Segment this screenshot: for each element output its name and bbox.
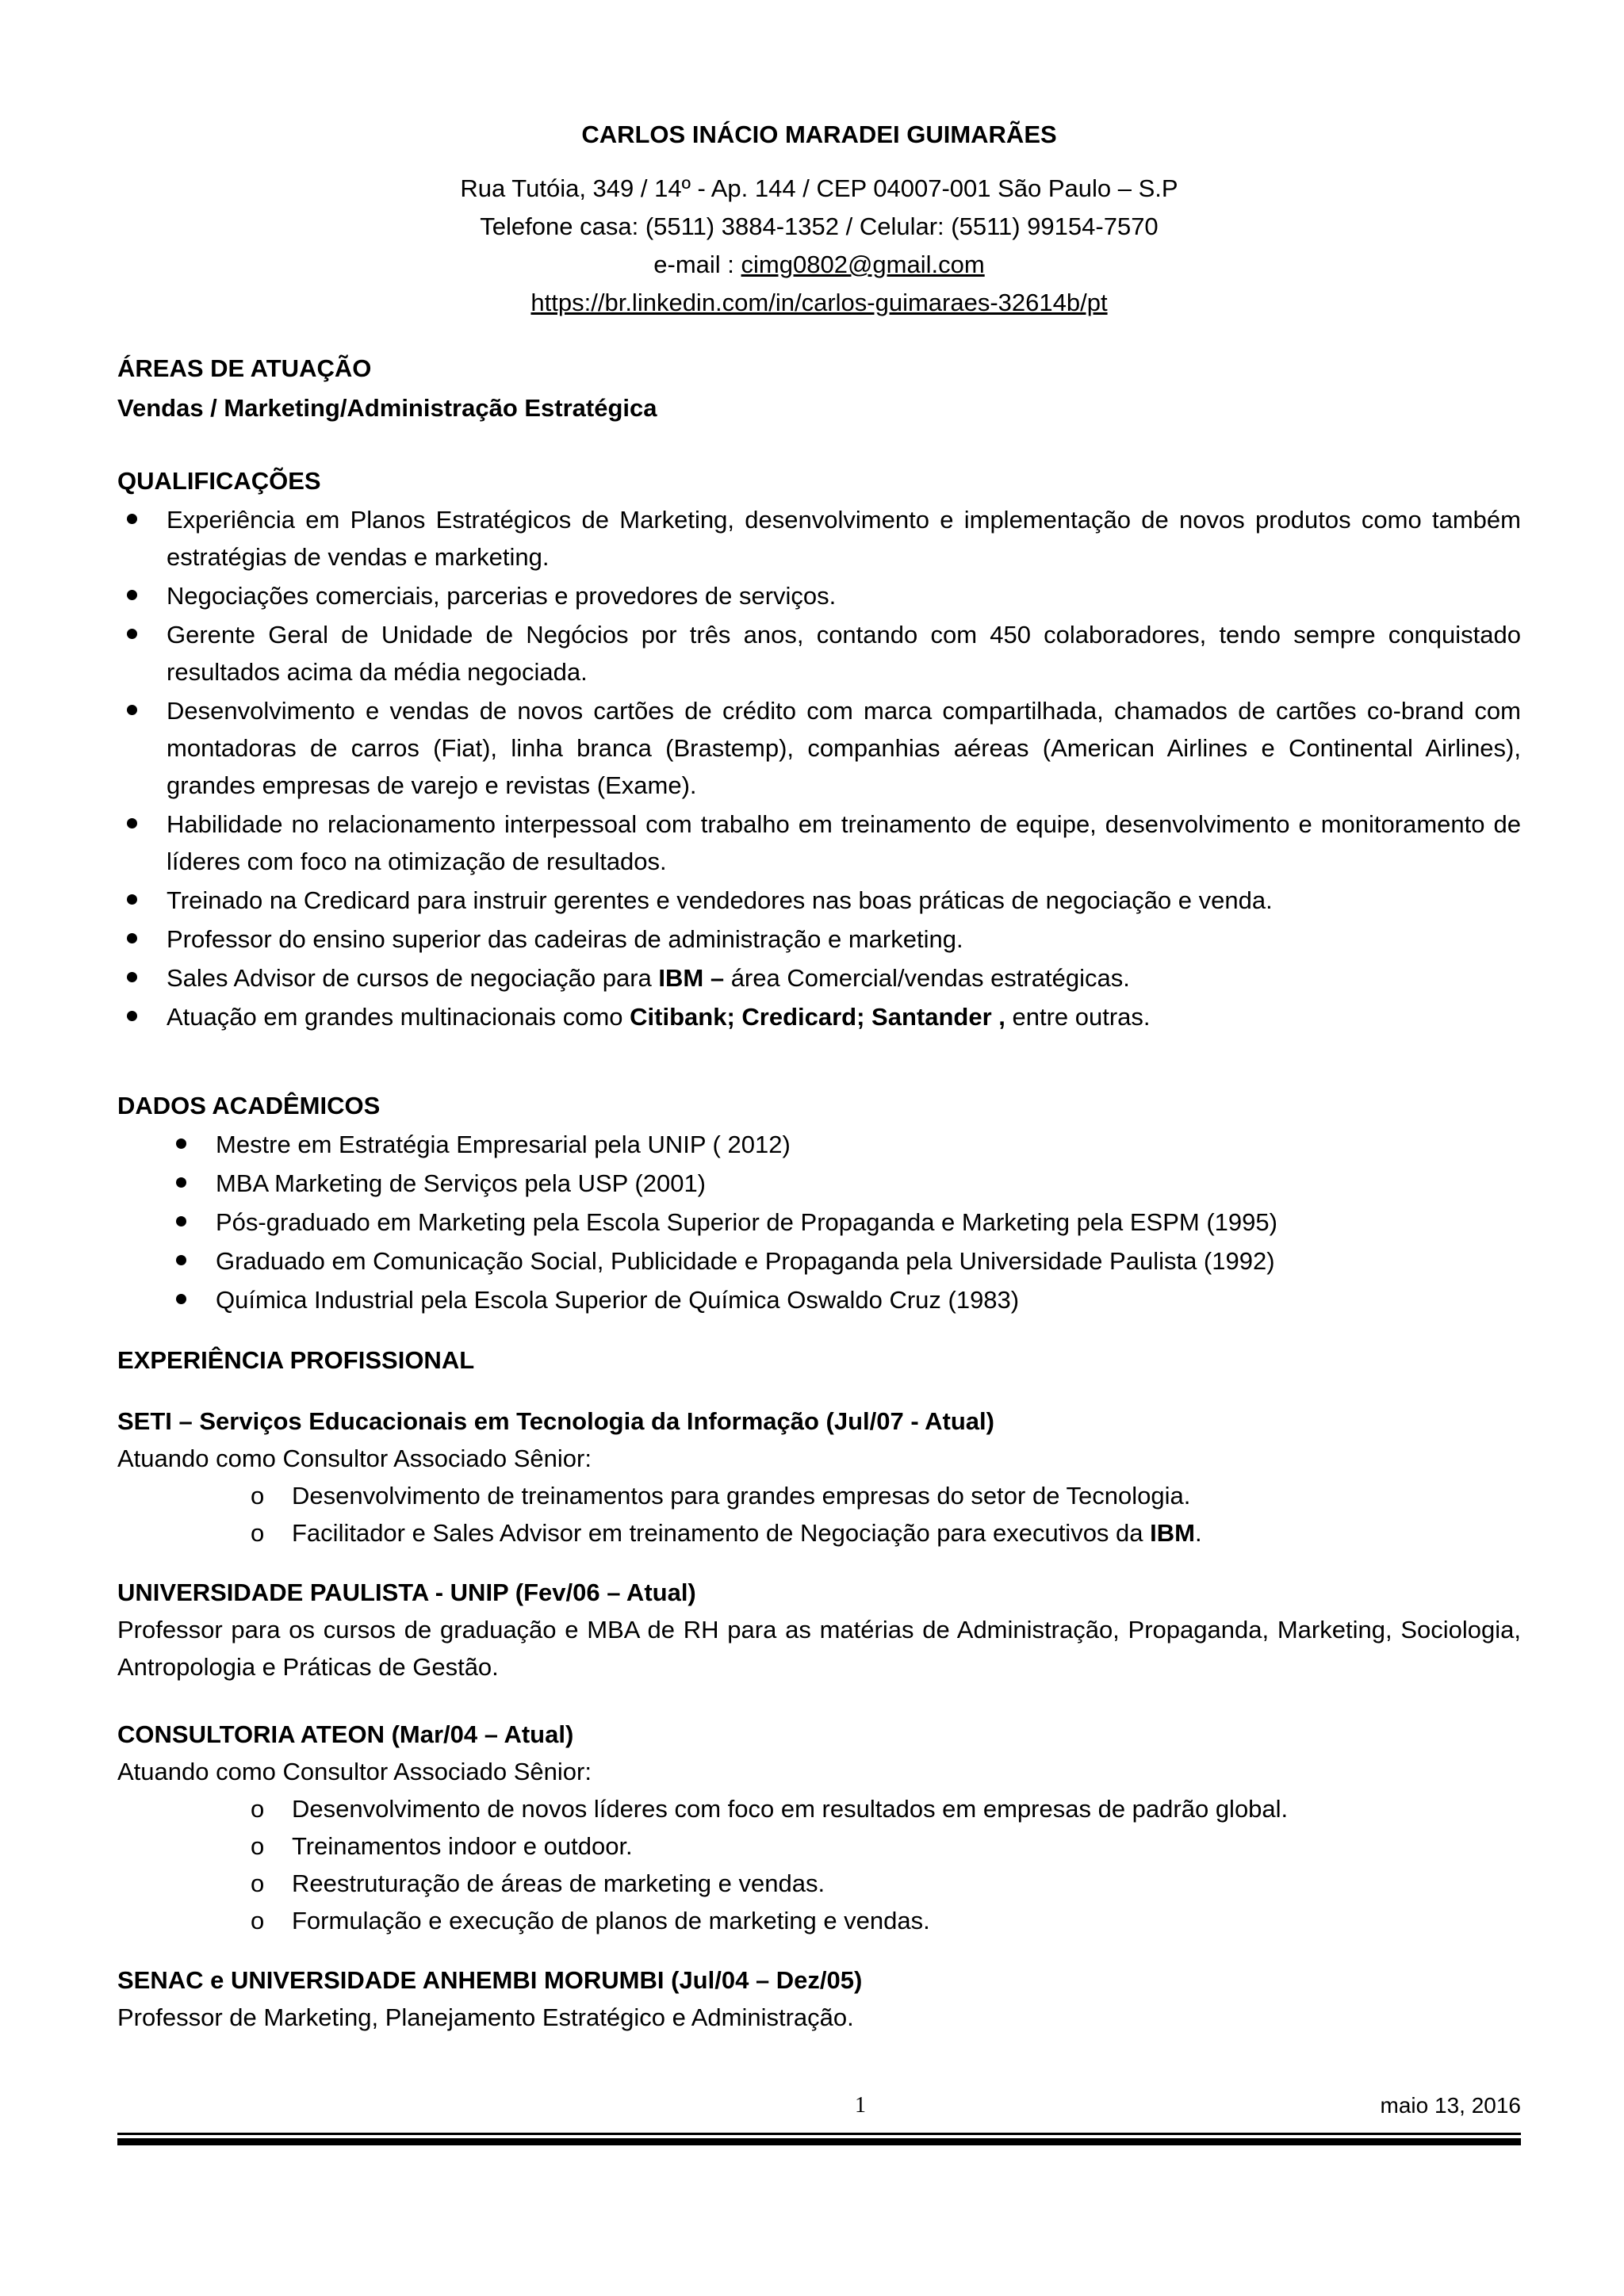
academicos-list bbox=[117, 1126, 1521, 1318]
list-item: Química Industrial pela Escola Superior de Química Oswaldo Cruz (1983) bbox=[117, 1281, 1521, 1318]
email-link[interactable]: cimg0802@gmail.com bbox=[741, 251, 985, 278]
list-item: Pós-graduado em Marketing pela Escola Superior de Propaganda e Marketing pela ESPM (1995) bbox=[117, 1203, 1521, 1241]
areas-section bbox=[117, 349, 1521, 428]
list-item: Negociações comerciais, parcerias e provedores de serviços. bbox=[117, 577, 1521, 614]
email-line bbox=[117, 246, 1521, 284]
list-item: o Desenvolvimento de novos líderes com foco em resultados em empresas de padrão global. bbox=[117, 1790, 1521, 1827]
academicos-section bbox=[117, 1086, 1521, 1318]
footer-date: maio 13, 2016 bbox=[1380, 2093, 1521, 2118]
job-desc-unip: Professor para os cursos de graduação e MBA de RH para as matérias de Administração, Propaganda, Marketing, Sociologia, Antropologia e Práticas de Gestão. bbox=[117, 1616, 1521, 1681]
qualificacoes-section bbox=[117, 461, 1521, 1035]
list-item: Desenvolvimento e vendas de novos cartões de crédito com marca compartilhada, chamados de cartões co-brand com montadoras de carros (Fiat), linha branca (Brastemp), companhias aéreas (American Airlines e Continental Airlines), grandes empresas de varejo e revistas (Exame). bbox=[117, 692, 1521, 804]
list-item: Graduado em Comunicação Social, Publicidade e Propaganda pela Universidade Paulista (1992) bbox=[117, 1242, 1521, 1280]
list-item-ibm-seti bbox=[117, 1514, 1521, 1552]
seti-item2-bold: IBM bbox=[1150, 1519, 1195, 1547]
list-item-ibm bbox=[117, 959, 1521, 997]
academicos-title: DADOS ACADÊMICOS bbox=[117, 1092, 381, 1119]
ibm-bold: IBM – bbox=[658, 964, 725, 992]
areas-value: Vendas / Marketing/Administração Estratégica bbox=[117, 394, 657, 422]
multi-bold: Citibank; Credicard; Santander , bbox=[630, 1003, 1005, 1031]
linkedin-link[interactable]: https://br.linkedin.com/in/carlos-guimaraes-32614b/pt bbox=[530, 289, 1108, 316]
multi-pre: Atuação em grandes multinacionais como bbox=[167, 1003, 630, 1031]
ateon-list bbox=[117, 1790, 1521, 1939]
list-item: o Desenvolvimento de treinamentos para grandes empresas do setor de Tecnologia. bbox=[117, 1477, 1521, 1514]
list-item: Mestre em Estratégia Empresarial pela UNIP ( 2012) bbox=[117, 1126, 1521, 1163]
candidate-name: CARLOS INÁCIO MARADEI GUIMARÃES bbox=[581, 121, 1057, 148]
job-title-unip: UNIVERSIDADE PAULISTA - UNIP (Fev/06 – Atual) bbox=[117, 1578, 696, 1606]
seti-item2-pre: Facilitador e Sales Advisor em treinamento de Negociação para executivos da bbox=[292, 1519, 1151, 1547]
list-item: MBA Marketing de Serviços pela USP (2001) bbox=[117, 1165, 1521, 1202]
list-item: Treinado na Credicard para instruir gerentes e vendedores nas boas práticas de negociação e venda. bbox=[117, 882, 1521, 919]
linkedin-line bbox=[117, 284, 1521, 322]
resume-header bbox=[117, 117, 1521, 322]
experiencia-section bbox=[117, 1341, 1521, 2036]
list-item: o Formulação e execução de planos de marketing e vendas. bbox=[117, 1902, 1521, 1939]
list-item: Gerente Geral de Unidade de Negócios por três anos, contando com 450 colaboradores, tendo sempre conquistado resultados acima da média negociada. bbox=[117, 616, 1521, 691]
qualificacoes-list bbox=[117, 501, 1521, 1035]
page-number: 1 bbox=[855, 2093, 866, 2118]
ibm-pre: Sales Advisor de cursos de negociação para bbox=[167, 964, 659, 992]
resume-page bbox=[117, 117, 1521, 2036]
list-item: Experiência em Planos Estratégicos de Marketing, desenvolvimento e implementação de novos produtos como também estratégias de vendas e marketing. bbox=[117, 501, 1521, 576]
experiencia-title: EXPERIÊNCIA PROFISSIONAL bbox=[117, 1346, 475, 1374]
list-item: Professor do ensino superior das cadeiras de administração e marketing. bbox=[117, 920, 1521, 958]
job-role-seti: Atuando como Consultor Associado Sênior: bbox=[117, 1445, 592, 1472]
multi-post: entre outras. bbox=[1005, 1003, 1151, 1031]
ibm-post: área Comercial/vendas estratégicas. bbox=[724, 964, 1130, 992]
job-title-senac: SENAC e UNIVERSIDADE ANHEMBI MORUMBI (Jul/04 – Dez/05) bbox=[117, 1966, 863, 1994]
address: Rua Tutóia, 349 / 14º - Ap. 144 / CEP 04007-001 São Paulo – S.P bbox=[460, 174, 1178, 202]
footer-rule-thin bbox=[117, 2133, 1521, 2135]
list-item: o Treinamentos indoor e outdoor. bbox=[117, 1827, 1521, 1865]
seti-list bbox=[117, 1477, 1521, 1552]
job-title-seti: SETI – Serviços Educacionais em Tecnologia da Informação (Jul/07 - Atual) bbox=[117, 1407, 994, 1435]
job-role-ateon: Atuando como Consultor Associado Sênior: bbox=[117, 1758, 592, 1785]
page-footer bbox=[117, 2093, 1521, 2125]
qualificacoes-title: QUALIFICAÇÕES bbox=[117, 467, 321, 495]
list-item: Habilidade no relacionamento interpessoal com trabalho em treinamento de equipe, desenvolvimento e monitoramento de líderes com foco na otimização de resultados. bbox=[117, 806, 1521, 880]
phone: Telefone casa: (5511) 3884-1352 / Celular: (5511) 99154-7570 bbox=[480, 212, 1159, 240]
job-title-ateon: CONSULTORIA ATEON (Mar/04 – Atual) bbox=[117, 1720, 574, 1748]
list-item-multinacionais bbox=[117, 998, 1521, 1035]
email-label: e-mail : bbox=[653, 251, 741, 278]
footer-rule-thick bbox=[117, 2138, 1521, 2145]
areas-title: ÁREAS DE ATUAÇÃO bbox=[117, 354, 372, 382]
list-item: o Reestruturação de áreas de marketing e vendas. bbox=[117, 1865, 1521, 1902]
job-desc-senac: Professor de Marketing, Planejamento Estratégico e Administração. bbox=[117, 2003, 854, 2031]
seti-item2-post: . bbox=[1194, 1519, 1202, 1547]
